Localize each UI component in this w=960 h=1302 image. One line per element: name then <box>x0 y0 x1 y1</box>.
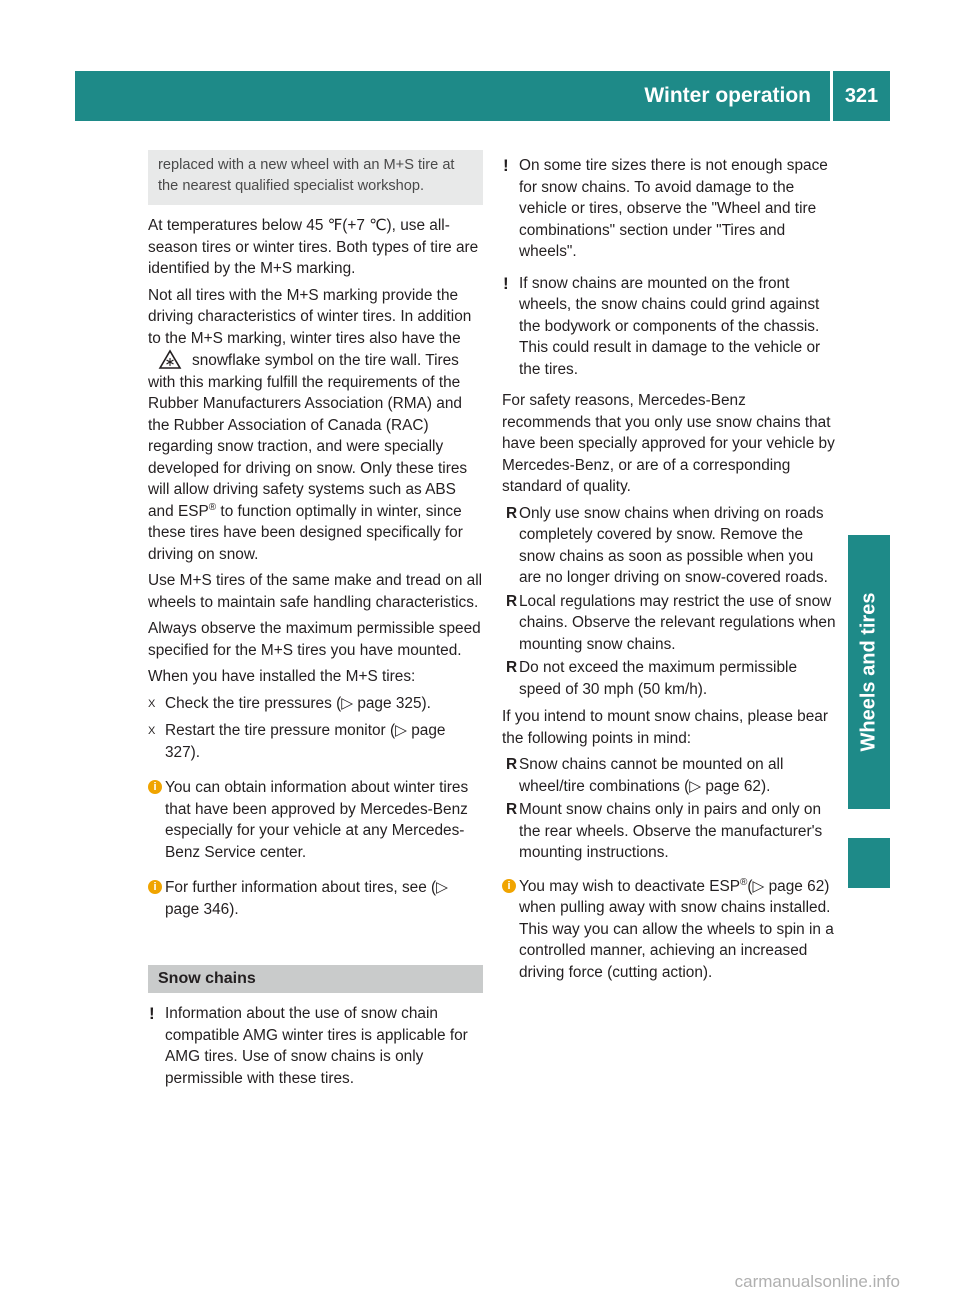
page-title: Winter operation <box>644 84 811 107</box>
paragraph-max-speed: Always observe the maximum permissible speed specified for the M+S tires you have mounted. <box>148 620 481 659</box>
paragraph-winter-tires-a: Not all tires with the M+S marking provide the driving characteristics of winter tires. In addition to the M+S marking, winter tires also have the <box>148 286 472 347</box>
warning-icon: ! <box>503 156 509 175</box>
warning-text: Information about the use of snow chain compatible AMG winter tires is applicable for AMG tires. Use of snow chains is only permissible with these tires. <box>165 1005 468 1087</box>
page-number: 321 <box>844 85 879 107</box>
step-text: Restart the tire pressure monitor (▷ page 327). <box>165 722 446 761</box>
bullet-icon: R <box>506 659 518 676</box>
registered-mark: ® <box>740 876 748 888</box>
step-arrow-icon: X <box>148 697 156 710</box>
chapter-tab <box>848 535 890 809</box>
step-text: Check the tire pressures (▷ page 325). <box>165 694 431 712</box>
header-bar <box>75 71 890 121</box>
info-text-b: (▷ page 62) when pulling away with snow chains installed. This way you can allow the wheels to spin in a controlled manner, achieving an increased driving force (cutting action). <box>519 877 834 981</box>
info-winter-tires <box>148 777 483 863</box>
list-item <box>502 503 836 589</box>
registered-mark: ® <box>208 501 217 513</box>
list-item-text: Do not exceed the maximum permissible speed of 30 mph (50 km/h). <box>519 659 798 698</box>
list-item-text: Only use snow chains when driving on roads completely covered by snow. Remove the snow chains as soon as possible when you are no longer driving on snow-covered roads. <box>519 504 828 586</box>
warning-amg-tires <box>148 1003 483 1089</box>
info-further-tires <box>148 877 483 920</box>
paragraph-temperature: At temperatures below 45 ℉(+7 ℃), use all-season tires or winter tires. Both types of tire are identified by the M+S marking. <box>148 217 479 277</box>
bullet-list-usage <box>502 503 836 701</box>
list-item-text: Local regulations may restrict the use of snow chains. Observe the relevant regulations when mounting snow chains. <box>519 592 836 653</box>
info-text: For further information about tires, see (▷ page 346). <box>165 879 448 918</box>
list-item <box>502 657 836 700</box>
warning-front-wheels <box>502 273 836 381</box>
info-icon: i <box>148 880 162 894</box>
warning-tire-sizes <box>502 155 836 263</box>
list-item <box>502 754 836 797</box>
bullet-icon: R <box>506 756 518 773</box>
bullet-icon: R <box>506 801 518 818</box>
warning-icon: ! <box>503 273 509 293</box>
paragraph-winter-tires <box>148 285 483 566</box>
left-column <box>148 150 483 1095</box>
list-item <box>502 591 836 656</box>
bullet-icon: R <box>506 504 518 522</box>
warning-icon: ! <box>149 1004 155 1023</box>
paragraph-safety: For safety reasons, Mercedes-Benz recommends that you only use snow chains that have been specially approved for your vehicle by Mercedes-Benz, or are of a corresponding standard of quality. <box>502 392 835 495</box>
paragraph-installed: When you have installed the M+S tires: <box>148 668 416 685</box>
list-item-text: Snow chains cannot be mounted on all wheel/tire combinations (▷ page 62). <box>519 756 784 795</box>
snowflake-mountain-icon <box>158 349 182 369</box>
paragraph-winter-tires-c: to function optimally in winter, since these tires have been designed specifically for driving on snow. <box>148 502 463 563</box>
paragraph-winter-tires-b: snowflake symbol on the tire wall. Tires with this marking fulfill the requirements of the Rubber Manufacturers Association (RMA) and the Rubber Association of Canada (RAC) regarding snow traction, and were specially developed for driving on snow. Only these tires will allow driving safety systems such as ABS and ESP <box>148 352 468 520</box>
bullet-list-mounting <box>502 754 836 864</box>
list-item-text: Mount snow chains only in pairs and only on the rear wheels. Observe the manufacturer's mounting instructions. <box>519 801 823 861</box>
footer-watermark: carmanualsonline.info <box>734 1272 900 1291</box>
note-box: replaced with a new wheel with an M+S tire at the nearest qualified specialist workshop. <box>148 150 483 205</box>
chapter-tab-label: Wheels and tires <box>857 592 880 752</box>
step-restart-monitor <box>148 720 483 763</box>
list-item <box>502 799 836 864</box>
info-text-a: You may wish to deactivate ESP <box>519 877 741 895</box>
warning-text: If snow chains are mounted on the front wheels, the snow chains could grind against the bodywork or components of the chassis. This could result in damage to the vehicle or the tires. <box>519 274 821 378</box>
paragraph-same-tires: Use M+S tires of the same make and tread on all wheels to maintain safe handling characteristics. <box>148 572 483 611</box>
step-arrow-icon: X <box>148 725 156 737</box>
info-icon: i <box>148 780 162 794</box>
paragraph-mount-chains: If you intend to mount snow chains, please bear the following points in mind: <box>502 708 828 747</box>
step-check-pressure <box>148 693 483 715</box>
warning-text: On some tire sizes there is not enough space for snow chains. To avoid damage to the vehicle or tires, observe the "Wheel and tire combinations" section under "Tires and wheels". <box>519 157 828 260</box>
info-deactivate-esp <box>502 876 836 984</box>
bullet-icon: R <box>506 592 518 610</box>
section-heading-snow-chains: Snow chains <box>148 965 483 993</box>
info-icon: i <box>502 879 516 893</box>
info-text: You can obtain information about winter tires that have been approved by Mercedes-Benz especially for your vehicle at any Mercedes-Benz Service center. <box>165 779 469 861</box>
side-marker-block <box>848 838 890 888</box>
right-column <box>502 155 836 989</box>
